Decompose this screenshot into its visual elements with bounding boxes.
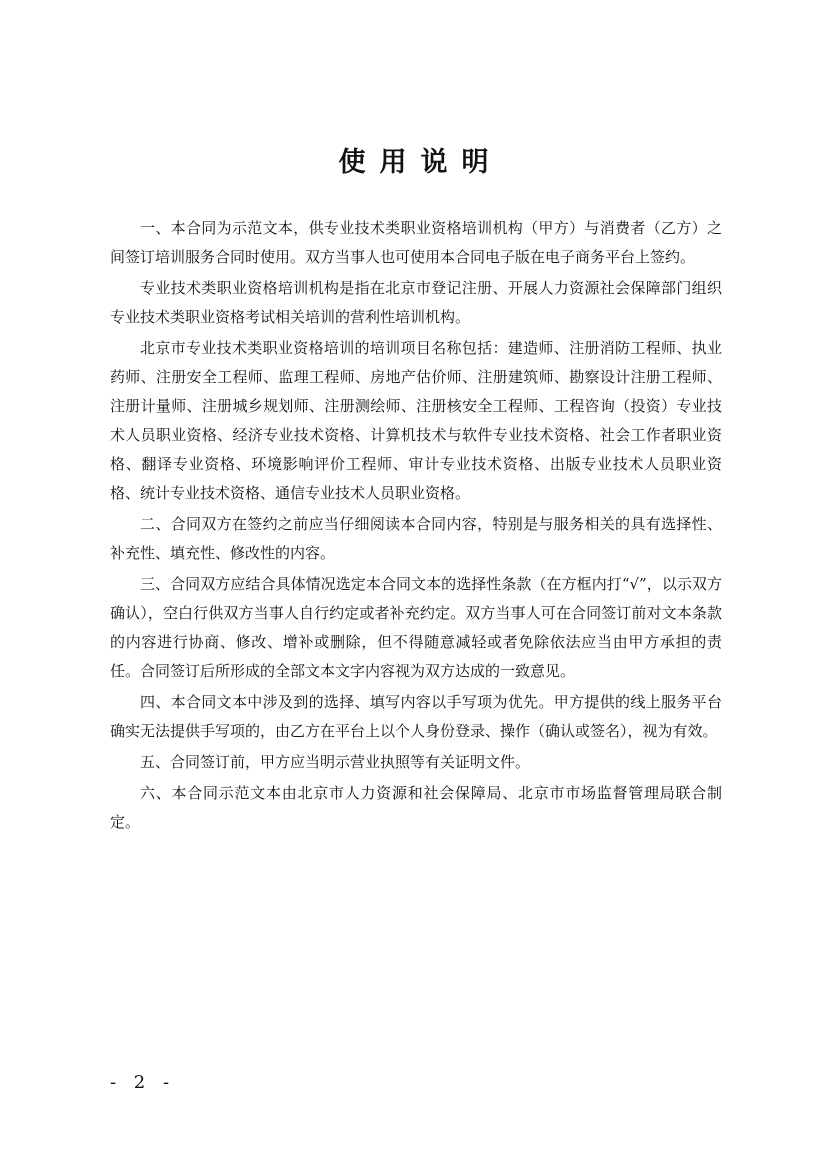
document-body [110,214,722,839]
paragraph-6: 四、本合同文本中涉及到的选择、填写内容以手写项为优先。甲方提供的线上服务平台确实无法提供手写项的，由乙方在平台上以个人身份登录、操作（确认或签名），视为有效。 [110,693,722,740]
paragraph-4: 二、合同双方在签约之前应当仔细阅读本合同内容，特别是与服务相关的具有选择性、补充性、填充性、修改性的内容。 [110,515,722,562]
page-title: 使用说明 [338,147,503,178]
paragraph-8: 六、本合同示范文本由北京市人力资源和社会保障局、北京市市场监督管理局联合制定。 [110,784,722,831]
paragraph-1: 一、本合同为示范文本，供专业技术类职业资格培训机构（甲方）与消费者（乙方）之间签订培训服务合同时使用。双方当事人也可使用本合同电子版在电子商务平台上签约。 [110,219,722,266]
paragraph-2: 专业技术类职业资格培训机构是指在北京市登记注册、开展人力资源社会保障部门组织专业技术类职业资格考试相关培训的营利性培训机构。 [110,279,722,326]
page-number: - 2 - [110,1072,176,1093]
paragraph-3: 北京市专业技术类职业资格培训的培训项目名称包括：建造师、注册消防工程师、执业药师、注册安全工程师、监理工程师、房地产估价师、注册建筑师、勘察设计注册工程师、注册计量师、注册城乡规划师、注册测绘师、注册核安全工程师、工程咨询（投资）专业技术人员职业资格、经济专业技术资格、计算机技术与软件专业技术资格、社会工作者职业资格、翻译专业资格、环境影响评价工程师、审计专业技术资格、出版专业技术人员职业资格、统计专业技术资格、通信专业技术人员职业资格。 [110,339,722,502]
paragraph-5: 三、合同双方应结合具体情况选定本合同文本的选择性条款（在方框内打“√”，以示双方确认），空白行供双方当事人自行约定或者补充约定。双方当事人可在合同签订前对文本条款的内容进行协商、修改、增补或删除，但不得随意减轻或者免除依法应当由甲方承担的责任。合同签订后所形成的全部文本文字内容视为双方达成的一致意见。 [110,575,722,680]
paragraph-7: 五、合同签订前，甲方应当明示营业执照等有关证明文件。 [140,753,531,771]
